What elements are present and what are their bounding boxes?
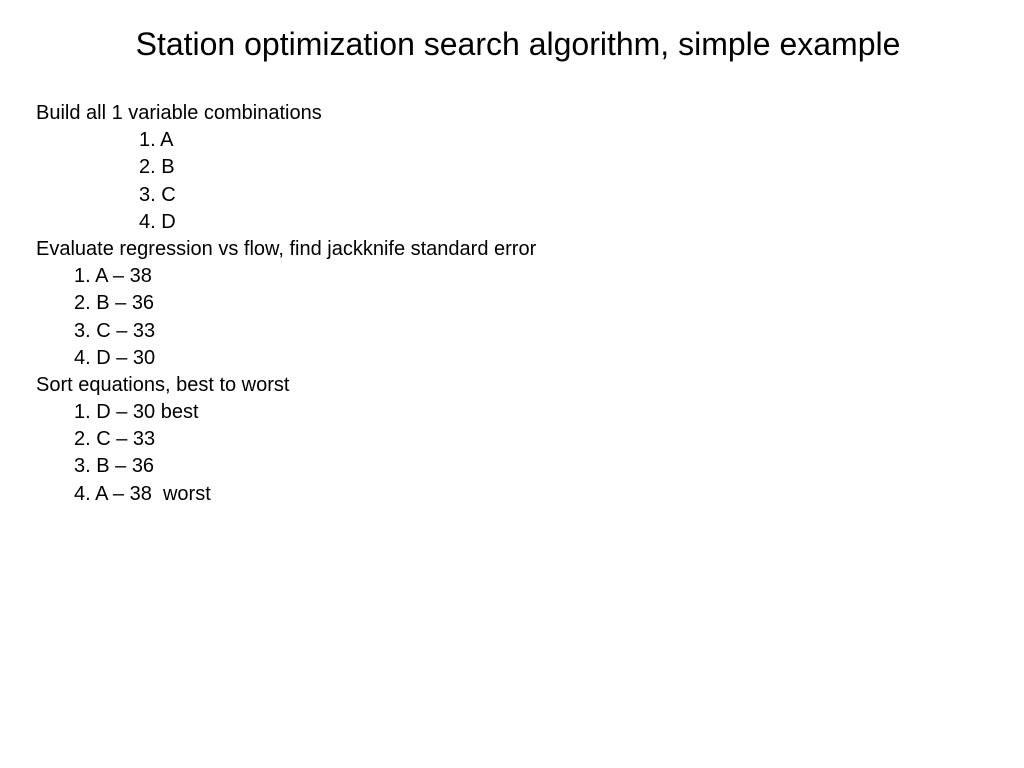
- list-item: 1. D – 30 best: [74, 401, 199, 424]
- list-item: 4. D: [139, 210, 176, 233]
- list-item: 2. C – 33: [74, 428, 156, 451]
- slide-title: Station optimization search algorithm, simple example: [135, 26, 901, 62]
- section-evaluate-regression: [36, 236, 996, 372]
- section-heading: Sort equations, best to worst: [36, 373, 290, 396]
- slide-body: [36, 100, 996, 508]
- list-item: 3. B – 36: [74, 455, 155, 478]
- list-item: 1. A: [139, 129, 174, 152]
- list-item: 4. D – 30: [74, 346, 156, 369]
- section-heading: Build all 1 variable combinations: [36, 102, 322, 124]
- section-sort-equations: [36, 372, 996, 508]
- list-item: 2. B – 36: [74, 292, 155, 315]
- list-item: 3. C – 33: [74, 319, 156, 342]
- list-item: 1. A – 38: [74, 265, 152, 288]
- section-heading: Evaluate regression vs flow, find jackknife standard error: [36, 237, 537, 260]
- list-item: 3. C: [139, 183, 176, 206]
- list-item: 4. A – 38 worst: [74, 482, 211, 505]
- section-build-combinations: [36, 100, 996, 236]
- list-item: 2. B: [139, 156, 175, 179]
